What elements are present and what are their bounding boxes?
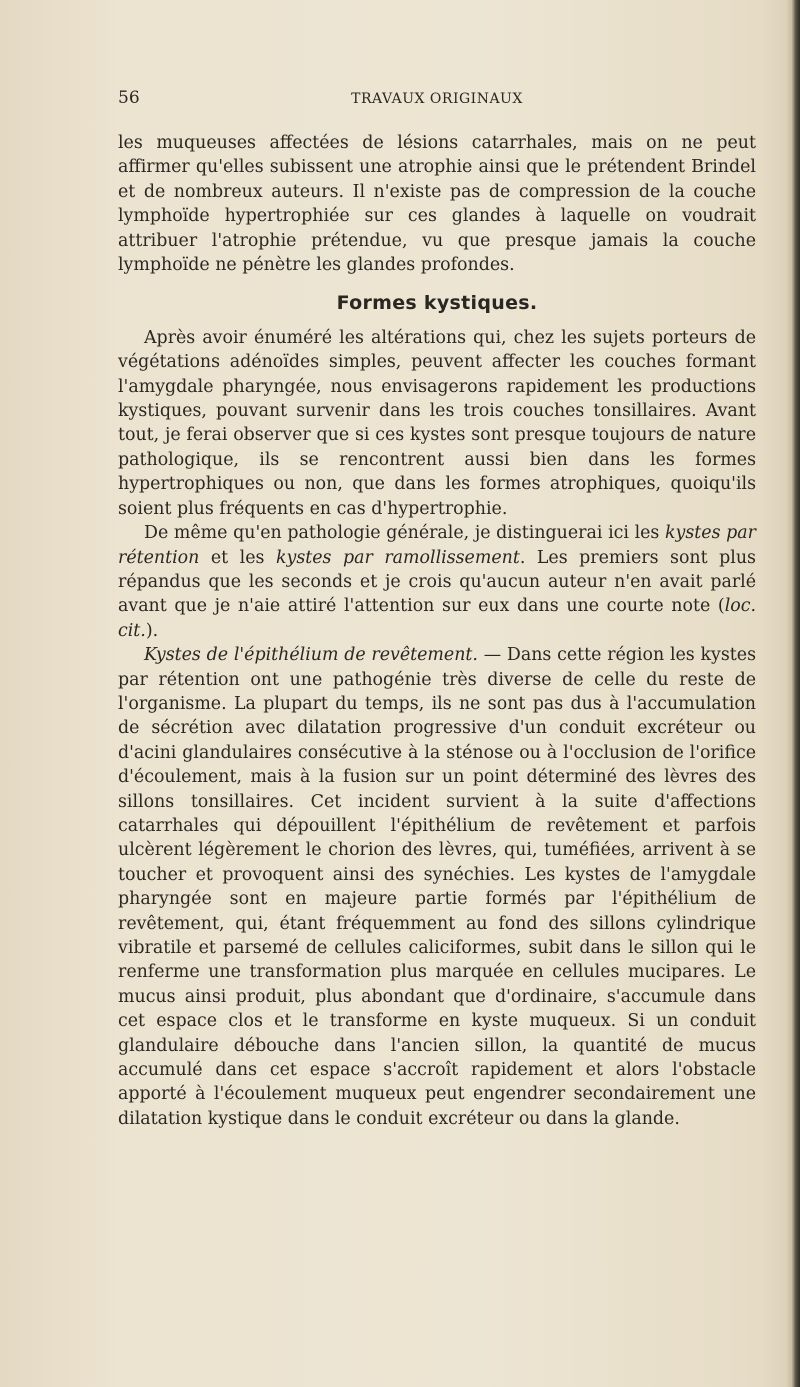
- paragraph-intro-kystes: Après avoir énuméré les altérations qui, chez les sujets porteurs de végétations adénoïdes simples, peuvent affecter les couches formant l'amygdale pharyngée, nous envisagerons rapidement les productions kystiques, pouvant survenir dans les trois couches tonsillaires. Avant tout, je ferai observer que si ces kystes sont presque toujours de nature pathologique, ils se rencontrent aussi bien dans les formes hypertrophiques ou non, que dans les formes atrophiques, quoiqu'ils soient plus fréquents en cas d'hypertrophie.: [118, 327, 756, 519]
- running-title: TRAVAUX ORIGINAUX: [351, 91, 523, 107]
- section-title: Formes kystiques.: [336, 292, 538, 315]
- text-run: — Dans cette région les kystes par rétention ont une pathogénie très diverse de celle du reste de l'organisme. La plupart du temps, ils ne sont pas dus à l'accumulation de sécrétion avec dilatation progressive d'un conduit excréteur ou d'acini glandulaires consécutive à la sténose ou à l'occlusion de l'orifice d'écoulement, mais à la fusion sur un point déterminé des lèvres des sillons tonsillaires. Cet incident survient à la suite d'affections catarrhales qui dépouillent l'épithélium de revêtement et parfois ulcèrent légèrement le chorion des lèvres, qui, tuméfiées, arrivent à se toucher et provoquent ainsi des synéchies. Les kystes de l'amygdale pharyngée sont en majeure partie formés par l'épithélium de revêtement, qui, étant fréquemment au fond des sillons cylindrique vibratile et parsemé de cellules caliciformes, subit dans le sillon qui le renferme une transformation plus marquée en cellules mucipares. Le mucus ainsi produit, plus abondant que d'ordinaire, s'accumule dans cet espace clos et le transforme en kyste muqueux. Si un conduit glandulaire débouche dans l'ancien sillon, la quantité de mucus accumulé dans cet espace s'accroît rapidement et alors l'obstacle apporté à l'écoulement muqueux peut engendrer secondairement une dilatation kystique dans le conduit excréteur ou dans la glande.: [118, 645, 756, 1129]
- text-run: . Les premiers sont plus répandus que les seconds et je crois qu'aucun auteur n'en avait parlé avant que je n'aie attiré l'attention sur eux dans une courte note (: [118, 547, 756, 617]
- paragraph-distinction: [118, 521, 756, 643]
- page-edge-shadow: [786, 0, 800, 1387]
- italic-term: kystes par rétention: [118, 523, 756, 568]
- text-run: De même qu'en pathologie générale, je distinguerai ici les: [144, 523, 666, 544]
- body-text: [118, 131, 756, 1131]
- italic-subheading: Kystes de l'épithélium de revêtement.: [144, 645, 478, 666]
- page-header: [118, 88, 756, 112]
- text-run: et les: [199, 547, 276, 568]
- italic-term: kystes par ramollissement: [275, 547, 520, 568]
- italic-citation: loc. cit.: [118, 596, 756, 641]
- page-number: 56: [118, 88, 140, 108]
- paragraph-epithelium: [118, 643, 756, 1131]
- paragraph-continuation: les muqueuses affectées de lésions catarrhales, mais on ne peut affirmer qu'elles subissent une atrophie ainsi que le prétendent Brindel et de nombreux auteurs. Il n'existe pas de compression de la couche lymphoïde hypertrophiée sur ces glandes à laquelle on voudrait attribuer l'atrophie prétendue, vu que presque jamais la couche lymphoïde ne pénètre les glandes profondes.: [118, 133, 756, 276]
- text-run: ).: [145, 620, 159, 641]
